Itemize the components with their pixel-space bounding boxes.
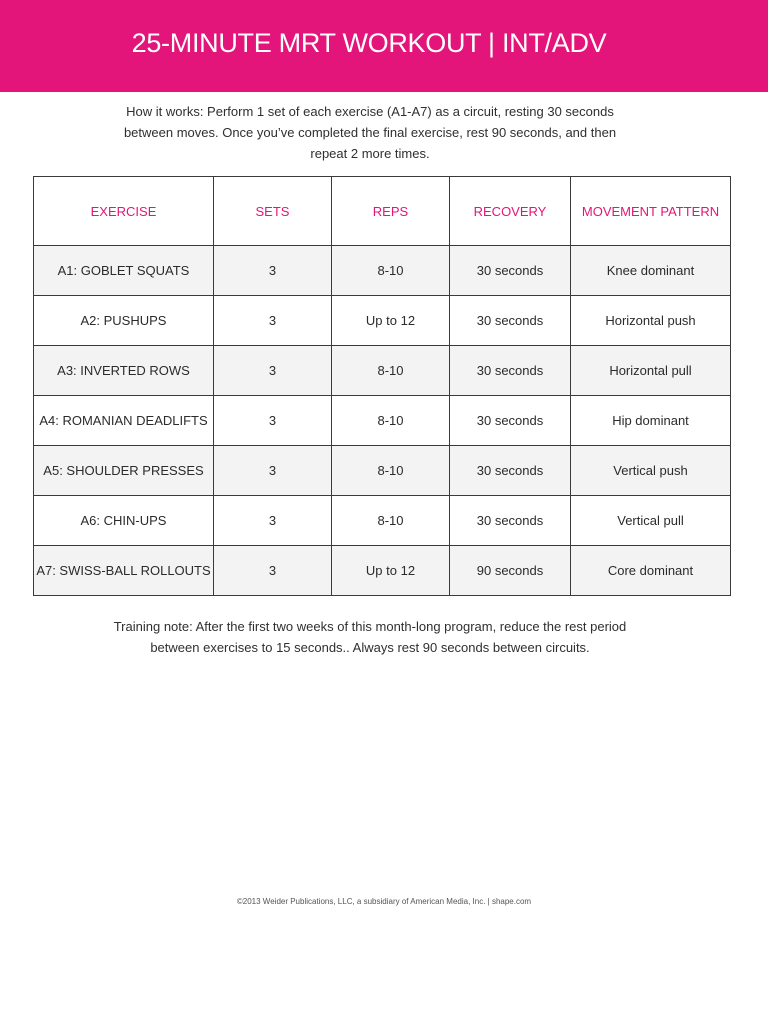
cell-movement-pattern: Hip dominant	[571, 396, 731, 446]
intro-line: between moves. Once you’ve completed the final exercise, rest 90 seconds, and then	[123, 125, 617, 140]
cell-movement-pattern: Knee dominant	[571, 246, 731, 296]
cell-recovery: 30 seconds	[450, 246, 571, 296]
cell-exercise: A1: GOBLET SQUATS	[34, 246, 214, 296]
cell-sets: 3	[214, 496, 332, 546]
cell-reps: Up to 12	[332, 546, 450, 596]
cell-reps: 8-10	[332, 396, 450, 446]
cell-recovery: 30 seconds	[450, 396, 571, 446]
table-header-row	[34, 177, 731, 246]
intro-text	[110, 101, 630, 164]
cell-movement-pattern: Core dominant	[571, 546, 731, 596]
column-header-exercise: EXERCISE	[34, 177, 214, 246]
cell-reps: 8-10	[332, 346, 450, 396]
column-header-recovery: RECOVERY	[450, 177, 571, 246]
cell-recovery: 30 seconds	[450, 296, 571, 346]
cell-exercise: A7: SWISS-BALL ROLLOUTS	[34, 546, 214, 596]
page-title: 25-MINUTE MRT WORKOUT | INT/ADV	[131, 28, 607, 58]
column-header-movement-pattern: MOVEMENT PATTERN	[571, 177, 731, 246]
table-row	[34, 346, 731, 396]
note-line: Training note: After the first two weeks of this month-long program, reduce the rest period	[113, 619, 627, 634]
cell-reps: 8-10	[332, 496, 450, 546]
column-header-sets: SETS	[214, 177, 332, 246]
table-row	[34, 246, 731, 296]
cell-exercise: A5: SHOULDER PRESSES	[34, 446, 214, 496]
cell-sets: 3	[214, 396, 332, 446]
cell-exercise: A6: CHIN-UPS	[34, 496, 214, 546]
cell-reps: 8-10	[332, 446, 450, 496]
cell-recovery: 90 seconds	[450, 546, 571, 596]
copyright-footer: ©2013 Weider Publications, LLC, a subsidiary of American Media, Inc. | shape.com	[236, 897, 532, 906]
cell-movement-pattern: Vertical push	[571, 446, 731, 496]
intro-line: repeat 2 more times.	[310, 146, 430, 161]
cell-sets: 3	[214, 546, 332, 596]
intro-line: How it works: Perform 1 set of each exercise (A1-A7) as a circuit, resting 30 seconds	[126, 104, 614, 119]
cell-movement-pattern: Horizontal pull	[571, 346, 731, 396]
cell-exercise: A2: PUSHUPS	[34, 296, 214, 346]
cell-movement-pattern: Horizontal push	[571, 296, 731, 346]
column-header-reps: REPS	[332, 177, 450, 246]
cell-recovery: 30 seconds	[450, 446, 571, 496]
cell-exercise: A3: INVERTED ROWS	[34, 346, 214, 396]
cell-recovery: 30 seconds	[450, 496, 571, 546]
table-row	[34, 496, 731, 546]
workout-table	[33, 176, 731, 596]
cell-reps: Up to 12	[332, 296, 450, 346]
table-row	[34, 296, 731, 346]
cell-sets: 3	[214, 296, 332, 346]
cell-sets: 3	[214, 346, 332, 396]
cell-movement-pattern: Vertical pull	[571, 496, 731, 546]
training-note	[90, 616, 650, 658]
cell-exercise: A4: ROMANIAN DEADLIFTS	[34, 396, 214, 446]
cell-sets: 3	[214, 246, 332, 296]
table-row	[34, 446, 731, 496]
header-band	[0, 0, 768, 92]
cell-reps: 8-10	[332, 246, 450, 296]
table-row	[34, 546, 731, 596]
cell-sets: 3	[214, 446, 332, 496]
cell-recovery: 30 seconds	[450, 346, 571, 396]
table-row	[34, 396, 731, 446]
note-line: between exercises to 15 seconds.. Always rest 90 seconds between circuits.	[150, 640, 590, 655]
